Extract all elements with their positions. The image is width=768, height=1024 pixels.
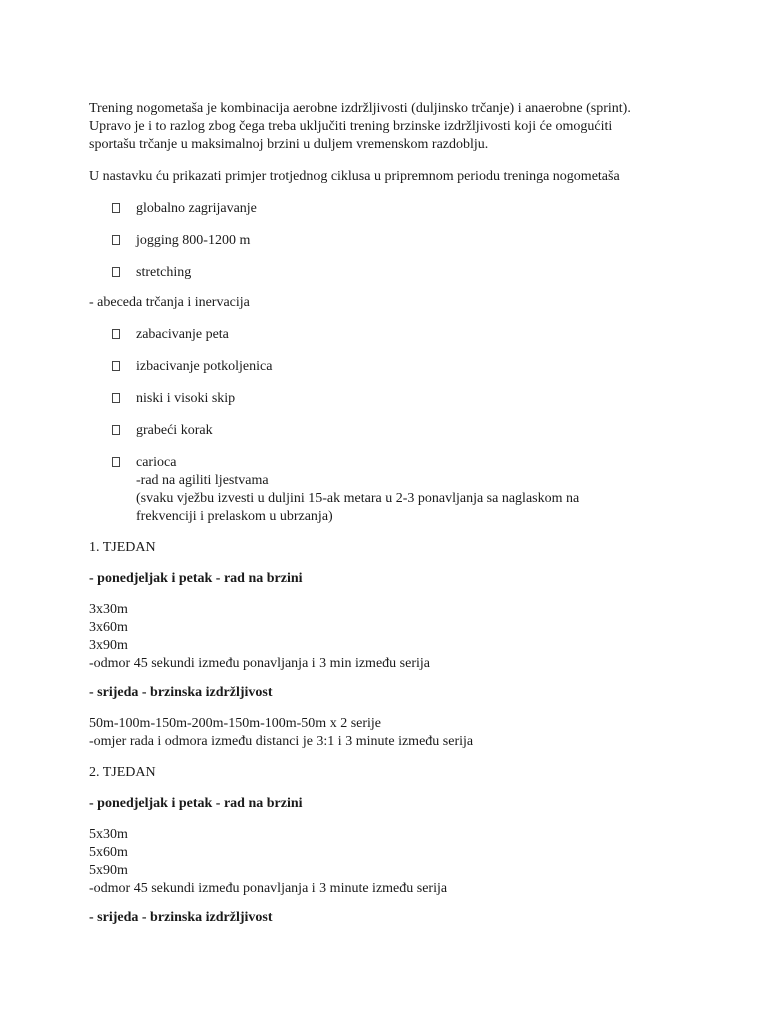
workout-line: 5x90m: [89, 863, 128, 878]
workout-line: -omjer rada i odmora između distanci je 3:1 i 3 minute između serija: [89, 734, 474, 749]
section-heading: [89, 684, 689, 702]
bullet-box-icon: [112, 393, 120, 403]
bullet-box-icon: [112, 361, 120, 371]
list-item-subtext: [136, 472, 579, 526]
workout-line: 5x60m: [89, 845, 128, 860]
subtext-line: -rad na agiliti ljestvama: [136, 473, 269, 488]
subtext-line: frekvenciji i prelaskom u ubrzanja): [136, 509, 333, 524]
list-item-text: grabeći korak: [136, 423, 213, 438]
week-title: 2. TJEDAN: [89, 765, 156, 780]
list-item-text: jogging 800-1200 m: [136, 233, 251, 248]
plan-intro: U nastavku ću prikazati primjer trotjednog ciklusa u pripremnom periodu treninga nogometaša: [89, 169, 620, 184]
section-heading-text: - srijeda - brzinska izdržljivost: [89, 685, 273, 700]
workout-block: [89, 715, 689, 751]
abc-heading: - abeceda trčanja i inervacija: [89, 295, 250, 310]
section-heading: [89, 909, 689, 927]
subtext-line: (svaku vježbu izvesti u duljini 15-ak metara u 2-3 ponavljanja sa naglaskom na: [136, 491, 580, 506]
intro-line: sportašu trčanje u maksimalnoj brzini u duljem vremenskom razdoblju.: [89, 137, 489, 152]
list-item-text: globalno zagrijavanje: [136, 201, 257, 216]
workout-line: -odmor 45 sekundi između ponavljanja i 3 minute između serija: [89, 881, 448, 896]
workout-line: 3x90m: [89, 638, 128, 653]
list-item-text: zabacivanje peta: [136, 327, 229, 342]
list-item-text: stretching: [136, 265, 192, 280]
workout-block: [89, 826, 689, 898]
workout-line: 3x60m: [89, 620, 128, 635]
list-item-text: izbacivanje potkoljenica: [136, 359, 273, 374]
bullet-box-icon: [112, 267, 120, 277]
intro-line: Upravo je i to razlog zbog čega treba uključiti trening brzinske izdržljivosti koji će omogućiti: [89, 119, 613, 134]
week-title: 1. TJEDAN: [89, 540, 156, 555]
section-heading: [89, 795, 689, 813]
workout-line: 5x30m: [89, 827, 128, 842]
bullet-box-icon: [112, 457, 120, 467]
bullet-box-icon: [112, 425, 120, 435]
section-heading-text: - srijeda - brzinska izdržljivost: [89, 910, 273, 925]
workout-block: [89, 601, 689, 673]
intro-line: Trening nogometaša je kombinacija aerobne izdržljivosti (duljinsko trčanje) i anaerobne (sprint).: [89, 101, 631, 116]
bullet-box-icon: [112, 235, 120, 245]
section-heading: [89, 570, 689, 588]
section-heading-text: - ponedjeljak i petak - rad na brzini: [89, 796, 303, 811]
section-heading-text: - ponedjeljak i petak - rad na brzini: [89, 571, 303, 586]
intro-paragraph: [89, 100, 689, 154]
list-item-text: carioca: [136, 455, 177, 470]
workout-line: 50m-100m-150m-200m-150m-100m-50m x 2 serije: [89, 716, 382, 731]
bullet-box-icon: [112, 203, 120, 213]
bullet-box-icon: [112, 329, 120, 339]
workout-line: -odmor 45 sekundi između ponavljanja i 3 min između serija: [89, 656, 430, 671]
workout-line: 3x30m: [89, 602, 128, 617]
list-item-text: niski i visoki skip: [136, 391, 236, 406]
